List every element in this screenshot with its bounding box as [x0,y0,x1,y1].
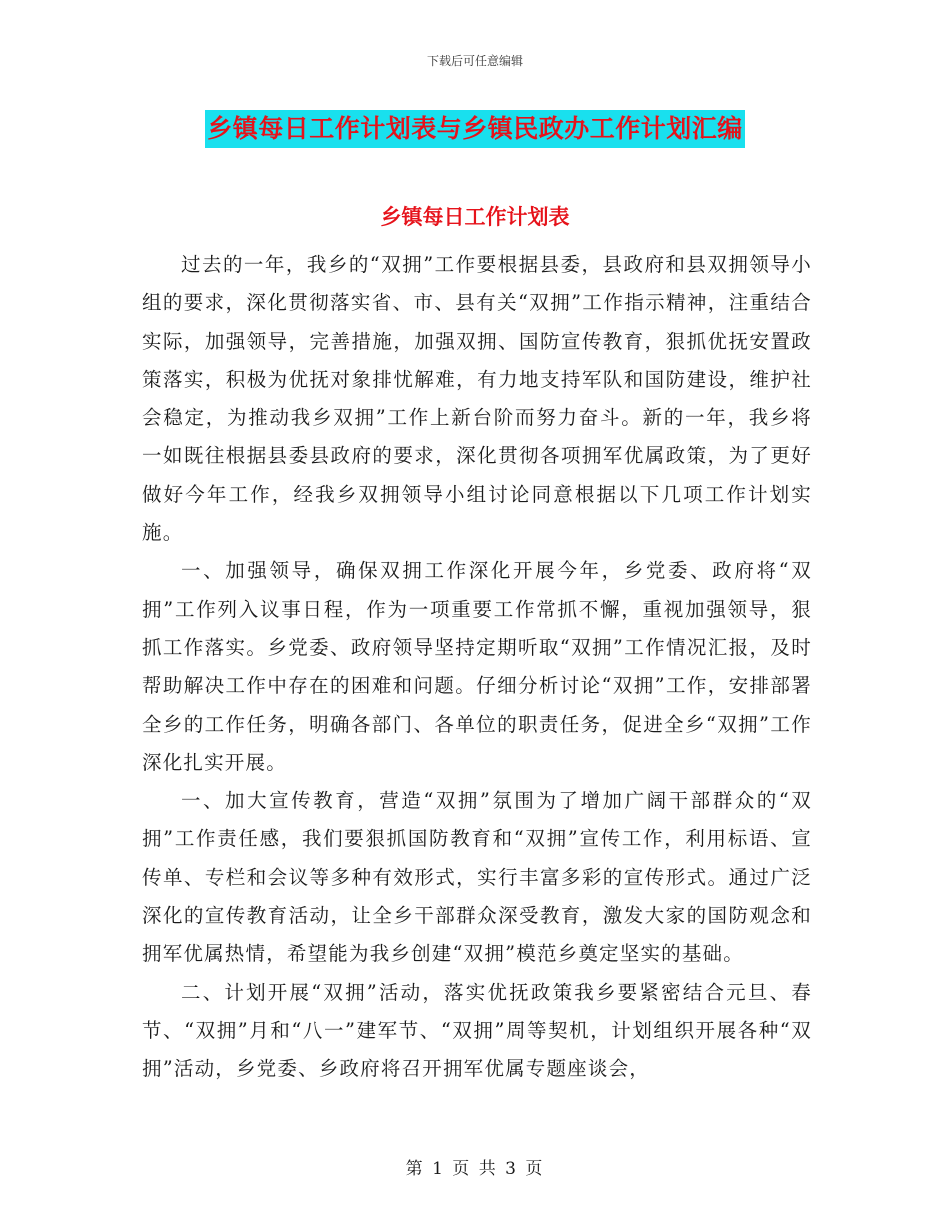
document-body [142,246,812,1089]
paragraph-leadership: 一、加强领导，确保双拥工作深化开展今年，乡党委、政府将“双拥”工作列入议事日程，作为一项重要工作常抓不懈，重视加强领导，狠抓工作落实。乡党委、政府领导坚持定期听取“双拥”工作情况汇报，及时帮助解决工作中存在的困难和问题。仔细分析讨论“双拥”工作，安排部署全乡的工作任务，明确各部门、各单位的职责任务，促进全乡“双拥”工作深化扎实开展。 [142,559,812,774]
page-footer: 第 1 页 共 3 页 [405,1159,545,1179]
paragraph-publicity: 一、加大宣传教育，营造“双拥”氛围为了增加广阔干部群众的“双拥”工作责任感，我们要狠抓国防教育和“双拥”宣传工作，利用标语、宣传单、专栏和会议等多种有效形式，实行丰富多彩的宣传形式。通过广泛深化的宣传教育活动，让全乡干部群众深受教育，激发大家的国防观念和拥军优属热情，希望能为我乡创建“双拥”模范乡奠定坚实的基础。 [142,789,812,966]
section-title: 乡镇每日工作计划表 [380,205,570,229]
document-title: 乡镇每日工作计划表与乡镇民政办工作计划汇编 [205,110,745,148]
paragraph-activities: 二、计划开展“双拥”活动，落实优抚政策我乡要紧密结合元旦、春节、“双拥”月和“八一”建军节、“双拥”周等契机，计划组织开展各种“双拥”活动，乡党委、乡政府将召开拥军优属专题座谈会， [142,980,812,1081]
document-title-container [0,110,950,148]
paragraph-intro: 过去的一年，我乡的“双拥”工作要根据县委，县政府和县双拥领导小组的要求，深化贯彻落实省、市、县有关“双拥”工作指示精神，注重结合实际，加强领导，完善措施，加强双拥、国防宣传教育，狠抓优抚安置政策落实，积极为优抚对象排忧解难，有力地支持军队和国防建设，维护社会稳定，为推动我乡双拥”工作上新台阶而努力奋斗。新的一年，我乡将一如既往根据县委县政府的要求，深化贯彻各项拥军优属政策，为了更好做好今年工作，经我乡双拥领导小组讨论同意根据以下几项工作计划实施。 [142,253,812,545]
header-note: 下载后可任意编辑 [426,54,523,68]
